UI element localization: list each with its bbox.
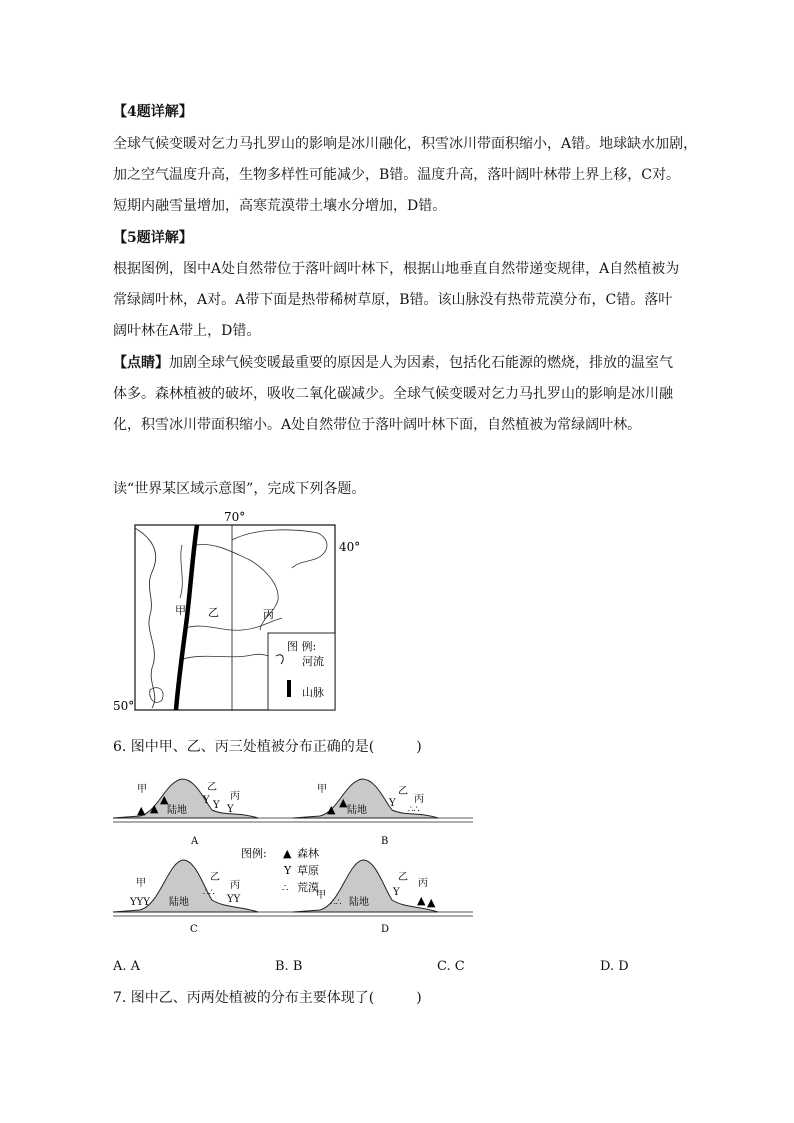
option-b[interactable]: B. B xyxy=(275,959,303,974)
tip-line-2: 体多。森林植被的破坏，吸收二氧化碳减少。全球气候变暖对乞力马扎罗山的影响是冰川融 xyxy=(113,386,673,402)
profile-c-yi: 乙 xyxy=(210,872,220,883)
grass-icon: Y xyxy=(284,864,292,877)
map-longitude-label: 70° xyxy=(224,510,246,524)
forest-icon: ▲ xyxy=(137,804,146,817)
profile-c-caption: C xyxy=(190,924,198,935)
section-5-line-3: 阔叶林在A带上，D错。 xyxy=(113,323,261,339)
profile-a-jia: 甲 xyxy=(137,784,147,795)
forest-icon: ▲ xyxy=(150,802,159,815)
profile-d-bing: 丙 xyxy=(418,878,428,889)
question-intro: 读“世界某区域示意图”，完成下列各题。 xyxy=(113,481,366,497)
forest-icon: ▲ xyxy=(160,793,169,806)
map-legend-title: 图 例: xyxy=(287,640,317,653)
profile-d-jia: 甲 xyxy=(316,890,326,901)
desert-icon: ∴ xyxy=(282,883,289,894)
question-6-stem: 6. 图中甲、乙、丙三处植被分布正确的是( ) xyxy=(113,739,422,755)
profile-a-yi: 乙 xyxy=(207,782,217,793)
profile-d-land: 陆地 xyxy=(349,897,369,908)
desert-icon: ∴∴ xyxy=(203,888,215,898)
profile-c-land: 陆地 xyxy=(169,897,189,908)
section-4-line-3: 短期内融雪量增加，高寒荒漠带土壤水分增加，D错。 xyxy=(113,198,447,214)
map-legend-river-label: 河流 xyxy=(302,655,324,668)
profile-a-caption: A xyxy=(191,836,199,847)
map-latitude-bottom-label: 50° xyxy=(113,699,135,713)
map-legend-mountain-label: 山脉 xyxy=(302,686,324,699)
option-d[interactable]: D. D xyxy=(600,959,629,974)
profile-b-jia: 甲 xyxy=(317,784,327,795)
profile-d-yi: 乙 xyxy=(398,872,408,883)
profiles-legend-desert: 荒漠 xyxy=(297,881,319,894)
tip-text: 加剧全球气候变暖最重要的原因是人为因素，包括化石能源的燃烧，排放的温室气 xyxy=(169,355,673,371)
option-c[interactable]: C. C xyxy=(437,959,465,974)
forest-icon: ▲ xyxy=(283,847,292,860)
profiles-legend xyxy=(241,846,319,894)
tip-label: 【点睛】 xyxy=(113,355,169,371)
profiles-legend-grass: 草原 xyxy=(297,864,319,877)
forest-icon: ▲ xyxy=(327,803,336,816)
profile-a xyxy=(113,779,258,847)
question-7-stem: 7. 图中乙、丙两处植被的分布主要体现了( ) xyxy=(113,990,422,1006)
profile-c-bing: 丙 xyxy=(230,880,240,891)
section-4-heading: 【4题详解】 xyxy=(113,104,193,120)
forest-icon: ▲ xyxy=(339,796,348,809)
grass-icon: Y xyxy=(203,795,210,806)
section-4-line-1: 全球气候变暖对乞力马扎罗山的影响是冰川融化，积雪冰川带面积缩小，A错。地球缺水加剧， xyxy=(113,136,698,152)
profile-a-bing: 丙 xyxy=(230,791,240,802)
option-a[interactable]: A. A xyxy=(113,959,141,974)
profile-c xyxy=(113,860,258,935)
section-5-line-2: 常绿阔叶林，A对。A带下面是热带稀树草原，B错。该山脉没有热带荒漠分布，C错。落叶 xyxy=(113,292,673,308)
grass-icon: Y xyxy=(227,804,234,815)
profile-c-jia: 甲 xyxy=(136,878,146,889)
map-place-bing: 丙 xyxy=(263,608,274,621)
grass-icon: Y xyxy=(389,798,396,809)
profile-b-yi: 乙 xyxy=(398,786,408,797)
map-place-yi: 乙 xyxy=(208,606,219,619)
profile-b-land: 陆地 xyxy=(347,805,367,816)
forest-icon: ▲ xyxy=(417,894,426,907)
tip-line-3: 化，积雪冰川带面积缩小。A处自然带位于落叶阔叶林下面，自然植被为常绿阔叶林。 xyxy=(113,417,642,433)
map-latitude-top-label: 40° xyxy=(339,540,361,554)
map-place-jia: 甲 xyxy=(175,604,186,617)
profiles-legend-title: 图例: xyxy=(241,847,267,860)
profile-b-bing: 丙 xyxy=(414,794,424,805)
profile-d-caption: D xyxy=(381,924,390,935)
desert-icon: ∴∴ xyxy=(408,805,420,815)
section-5-heading: 【5题详解】 xyxy=(113,230,193,246)
desert-icon: ∴∴ xyxy=(330,898,342,908)
grass-icon: Y xyxy=(213,800,220,811)
profiles-legend-forest: 森林 xyxy=(297,847,319,860)
grass-icon: YY xyxy=(227,894,241,905)
forest-icon: ▲ xyxy=(427,896,436,909)
section-4-line-2: 加之空气温度升高，生物多样性可能减少，B错。温度升高，落叶阔叶林带上界上移，C对。 xyxy=(113,167,680,183)
profile-b-caption: B xyxy=(381,836,389,847)
profile-b xyxy=(293,779,438,847)
grass-icon: Y xyxy=(393,887,400,898)
profile-a-land: 陆地 xyxy=(167,805,187,816)
grass-icon: YYY xyxy=(130,897,150,908)
section-5-line-1: 根据图例，图中A处自然带位于落叶阔叶林下，根据山地垂直自然带递变规律，A自然植被为 xyxy=(113,261,680,277)
